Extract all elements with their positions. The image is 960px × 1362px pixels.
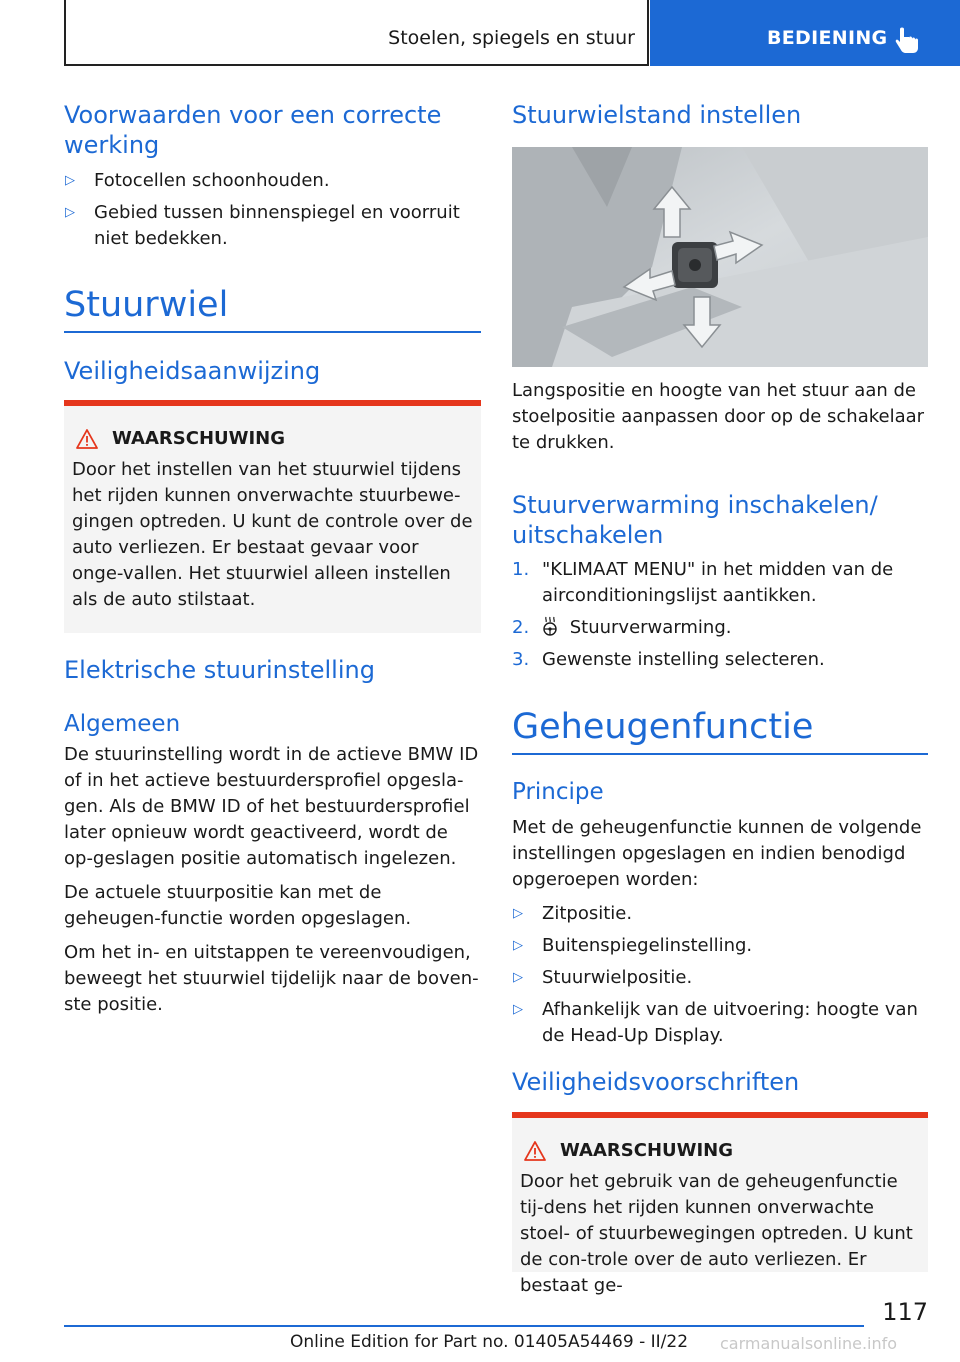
verwarming-heading: Stuurverwarming inschakelen/ uitschakelen	[512, 491, 878, 549]
warning-triangle-icon	[76, 429, 98, 449]
page-number: 117	[882, 1298, 928, 1326]
geheugen-heading: Geheugenfunctie	[512, 707, 814, 747]
steering-switch-illustration	[512, 147, 928, 367]
verwarming-steps	[512, 557, 928, 673]
header-section-box	[64, 0, 649, 66]
pointing-hand-icon	[895, 27, 921, 55]
algemeen-paragraph-2: De actuele stuurpositie kan met de geheugen-functie worden opgeslagen.	[64, 882, 412, 929]
warning-title: WAARSCHUWING	[112, 428, 286, 449]
section-rule	[512, 753, 928, 755]
step-item: 1. "KLIMAAT MENU" in het midden van de airconditioningslijst aantikken.	[512, 559, 894, 606]
triangle-bullet-icon: ▷	[513, 970, 523, 985]
algemeen-paragraph-1: De stuurinstelling wordt in de actieve BMW ID of in het actieve bestuurdersprofiel opgesla-gen. Als de BMW ID of het bestuurdersprofiel later opnieuw wordt geactiveerd, wordt de op-geslagen positie automatisch ingelezen.	[64, 744, 479, 869]
principe-list	[512, 901, 928, 1049]
veiligheidsvoorschriften-heading: Veiligheidsvoorschriften	[512, 1068, 800, 1096]
footer-rule	[64, 1325, 864, 1327]
voorwaarden-list	[64, 168, 481, 252]
warning-triangle-icon	[524, 1141, 546, 1161]
section-title: Stoelen, spiegels en stuur	[388, 27, 635, 49]
warning-header	[520, 1140, 920, 1161]
steering-heat-icon	[542, 616, 558, 636]
step-item: 2. Stuurverwarming.	[512, 617, 732, 638]
triangle-bullet-icon: ▷	[513, 938, 523, 953]
chapter-label: BEDIENING	[767, 27, 888, 49]
triangle-bullet-icon: ▷	[65, 173, 75, 188]
warning-header	[72, 428, 473, 449]
stuurwielstand-heading: Stuurwielstand instellen	[512, 101, 802, 129]
triangle-bullet-icon: ▷	[65, 205, 75, 220]
list-item: ▷ Stuurwielpositie.	[512, 965, 928, 991]
step-item: 3. Gewenste instelling selecteren.	[512, 649, 825, 670]
warning-title: WAARSCHUWING	[560, 1140, 734, 1161]
veiligheid-heading: Veiligheidsaanwijzing	[64, 357, 321, 385]
chapter-tab	[650, 0, 960, 66]
elektrische-heading: Elektrische stuurinstelling	[64, 656, 375, 684]
algemeen-paragraph-3: Om het in- en uitstappen te vereenvoudigen, beweegt het stuurwiel tijdelijk naar de boven-ste positie.	[64, 942, 479, 1015]
section-rule	[64, 331, 481, 333]
principe-text: Met de geheugenfunctie kunnen de volgende instellingen opgeslagen en indien benodigd opgeroepen worden:	[512, 817, 922, 890]
warning-box	[64, 400, 481, 633]
list-item: ▷ Afhankelijk van de uitvoering: hoogte van de Head-Up Display.	[513, 999, 918, 1046]
triangle-bullet-icon: ▷	[513, 906, 523, 921]
algemeen-heading: Algemeen	[64, 711, 181, 737]
edition-text: Online Edition for Part no. 01405A54469 - II/22	[290, 1332, 689, 1352]
warning-box	[512, 1112, 928, 1296]
stuurwielstand-text: Langspositie en hoogte van het stuur aan de stoelpositie aanpassen door op de schakelaar te drukken.	[512, 380, 925, 453]
voorwaarden-heading: Voorwaarden voor een correcte werking	[64, 101, 442, 159]
principe-heading: Principe	[512, 779, 604, 805]
list-item: ▷ Gebied tussen binnenspiegel en voorruit niet bedekken.	[65, 202, 460, 249]
list-item: ▷ Buitenspiegelinstelling.	[512, 933, 928, 959]
list-item: ▷ Zitpositie.	[512, 901, 928, 927]
watermark: carmanualsonline.info	[720, 1334, 898, 1353]
list-item: ▷ Fotocellen schoonhouden.	[64, 168, 481, 194]
steering-adjustment-photo	[512, 147, 928, 367]
stuurwiel-heading: Stuurwiel	[64, 285, 229, 325]
warning-text: Door het gebruik van de geheugenfunctie tij-dens het rijden kunnen onverwachte stoel- of stuurbewegingen optreden. U kunt de con-trole over de auto verliezen. Er bestaat ge-	[520, 1171, 913, 1296]
triangle-bullet-icon: ▷	[513, 1002, 523, 1017]
warning-text: Door het instellen van het stuurwiel tijdens het rijden kunnen onverwachte stuurbewe-gingen optreden. U kunt de controle over de auto verliezen. Er bestaat gevaar voor onge-vallen. Het stuurwiel alleen instellen als de auto stilstaat.	[72, 459, 473, 610]
